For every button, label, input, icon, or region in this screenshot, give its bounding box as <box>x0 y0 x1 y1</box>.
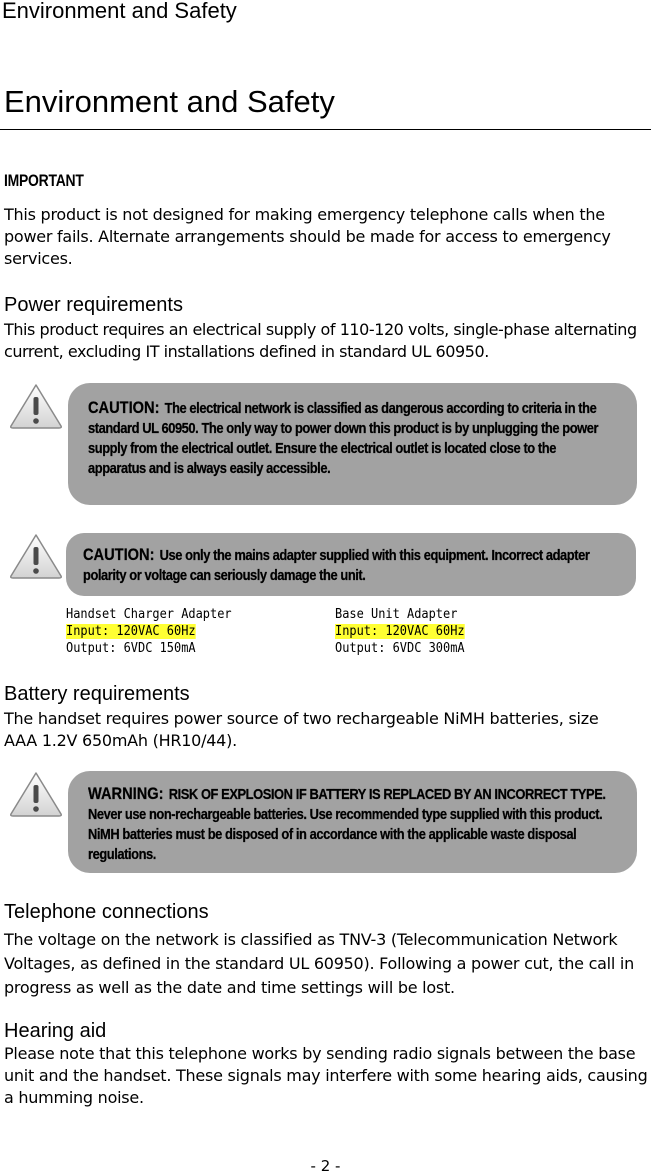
title-divider <box>0 129 651 130</box>
telephone-text: The voltage on the network is classified as TNV-3 (Telecommunication Network Voltages, as defined in the standard UL 60950). Following a power cut, the call in progress as well as the date and time settings will be lost. <box>4 930 634 997</box>
handset-adapter-output: Output: 6VDC 150mA <box>66 641 196 656</box>
hearing-text: Please note that this telephone works by sending radio signals between the base unit and the handset. These signals may interfere with some hearing aids, causing a humming noise. <box>4 1044 648 1107</box>
warning-triangle-icon <box>9 383 63 429</box>
caution-label: CAUTION: <box>88 398 160 417</box>
handset-adapter-name: Handset Charger Adapter <box>66 607 232 622</box>
caution-callout-power <box>68 383 637 505</box>
caution-callout-adapter <box>66 533 636 596</box>
caution-power-text: The electrical network is classified as dangerous according to criteria in the standard UL 60950. The only way to power down this product is by unplugging the power supply from the electrical outlet. Ensure the electrical outlet is located close to the apparatus and is always easily accessible. <box>88 400 599 477</box>
base-adapter-name: Base Unit Adapter <box>335 607 458 622</box>
warning-battery-text-block <box>88 784 625 864</box>
warning-triangle-icon <box>9 533 63 579</box>
page-number: - 2 - <box>310 1157 341 1175</box>
battery-text: The handset requires power source of two rechargeable NiMH batteries, size AAA 1.2V 650mAh (HR10/44). <box>4 709 599 750</box>
base-adapter-specs <box>335 606 465 657</box>
caution-adapter-text: Use only the mains adapter supplied with this equipment. Incorrect adapter polarity or voltage can seriously damage the unit. <box>83 547 590 584</box>
important-text: This product is not designed for making emergency telephone calls when the power fails. Alternate arrangements should be made for access to emergency services. <box>4 205 611 268</box>
caution-label: CAUTION: <box>83 545 155 564</box>
hearing-heading: Hearing aid <box>4 1020 107 1042</box>
important-label: IMPORTANT <box>4 171 84 190</box>
power-heading: Power requirements <box>4 294 183 316</box>
warning-triangle-icon <box>9 771 63 817</box>
page-title: Environment and Safety <box>4 84 335 119</box>
base-adapter-output: Output: 6VDC 300mA <box>335 641 465 656</box>
base-adapter-input: Input: 120VAC 60Hz <box>335 624 465 639</box>
handset-adapter-specs <box>66 606 232 657</box>
handset-adapter-input: Input: 120VAC 60Hz <box>66 624 196 639</box>
warning-battery-text: RISK OF EXPLOSION IF BATTERY IS REPLACED BY AN INCORRECT TYPE. Never use non-rechargeable batteries. Use recommended type supplied with this product. NiMH batteries must be disposed of in accordance with the applicable waste disposal regulations. <box>88 786 606 863</box>
running-header: Environment and Safety <box>2 0 237 23</box>
caution-adapter-text-block <box>83 545 621 586</box>
warning-callout-battery <box>68 771 637 873</box>
telephone-heading: Telephone connections <box>4 901 209 923</box>
caution-power-text-block <box>88 398 614 490</box>
warning-label: WARNING: <box>88 784 164 803</box>
power-text: This product requires an electrical supply of 110-120 volts, single-phase alternating current, excluding IT installations defined in standard UL 60950. <box>4 320 637 361</box>
battery-heading: Battery requirements <box>4 683 190 705</box>
